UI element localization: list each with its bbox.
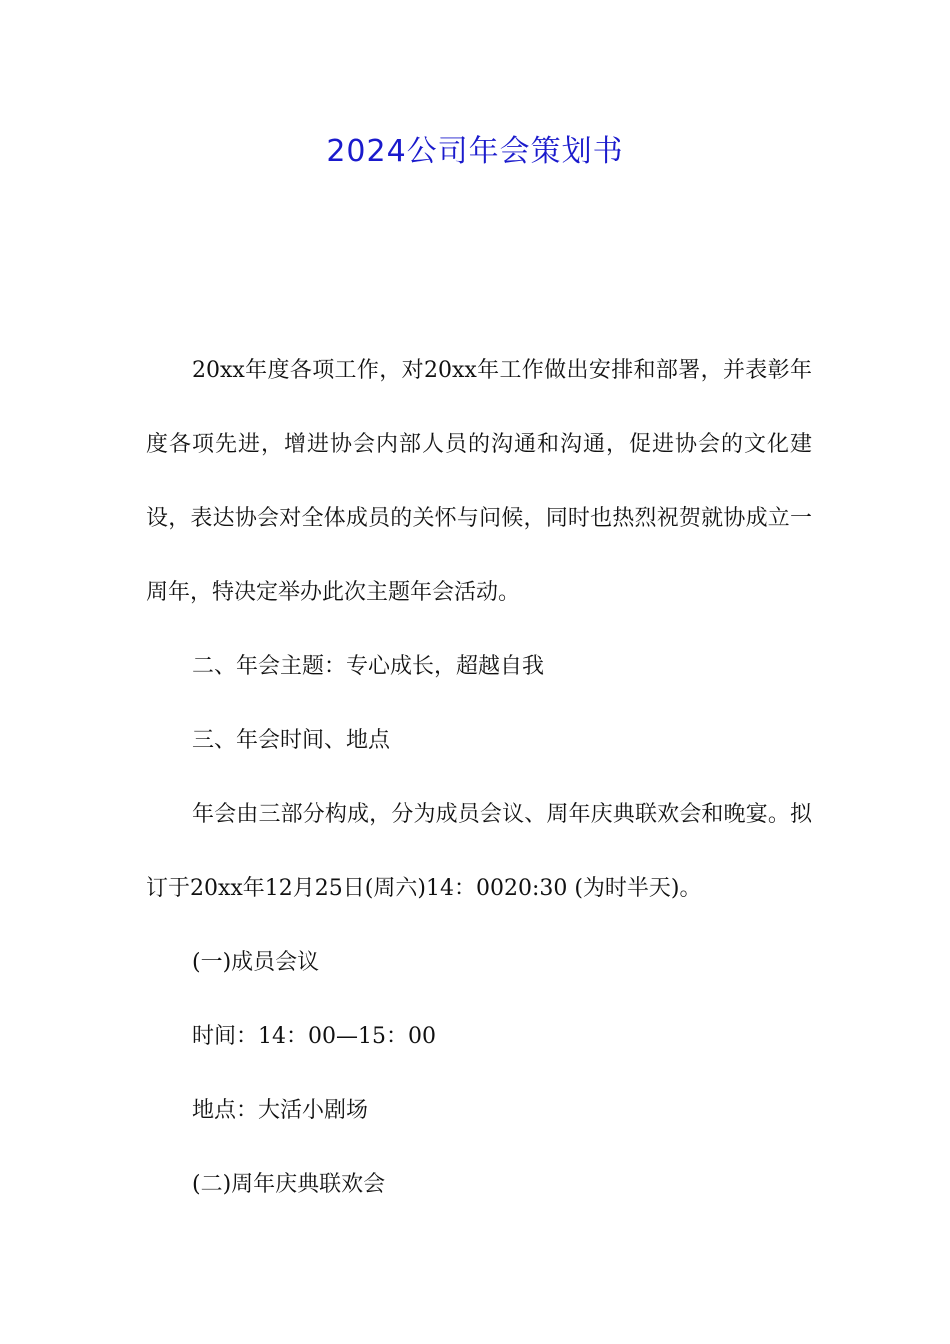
document-body: [146, 334, 812, 1222]
intro-paragraph: 20xx年度各项工作，对20xx年工作做出安排和部署，并表彰年度各项先进，增进协会内部人员的沟通和沟通，促进协会的文化建设，表达协会对全体成员的关怀与问候，同时也热烈祝贺就协成立一周年，特决定举办此次主题年会活动。: [146, 358, 812, 605]
section-time-place-heading: 三、年会时间、地点: [192, 728, 391, 753]
section-theme-heading: 二、年会主题：专心成长，超越自我: [192, 654, 545, 679]
member-meeting-place: 地点：大活小剧场: [192, 1098, 369, 1123]
anniversary-party-heading: (二)周年庆典联欢会: [192, 1172, 386, 1197]
document-title: 2024公司年会策划书: [326, 134, 624, 169]
member-meeting-heading: (一)成员会议: [192, 950, 320, 975]
member-meeting-time: 时间：14：00—15：00: [192, 1024, 436, 1049]
schedule-paragraph: 年会由三部分构成，分为成员会议、周年庆典联欢会和晚宴。拟订于20xx年12月25日(周六)14：0020:30 (为时半天)。: [146, 802, 812, 901]
